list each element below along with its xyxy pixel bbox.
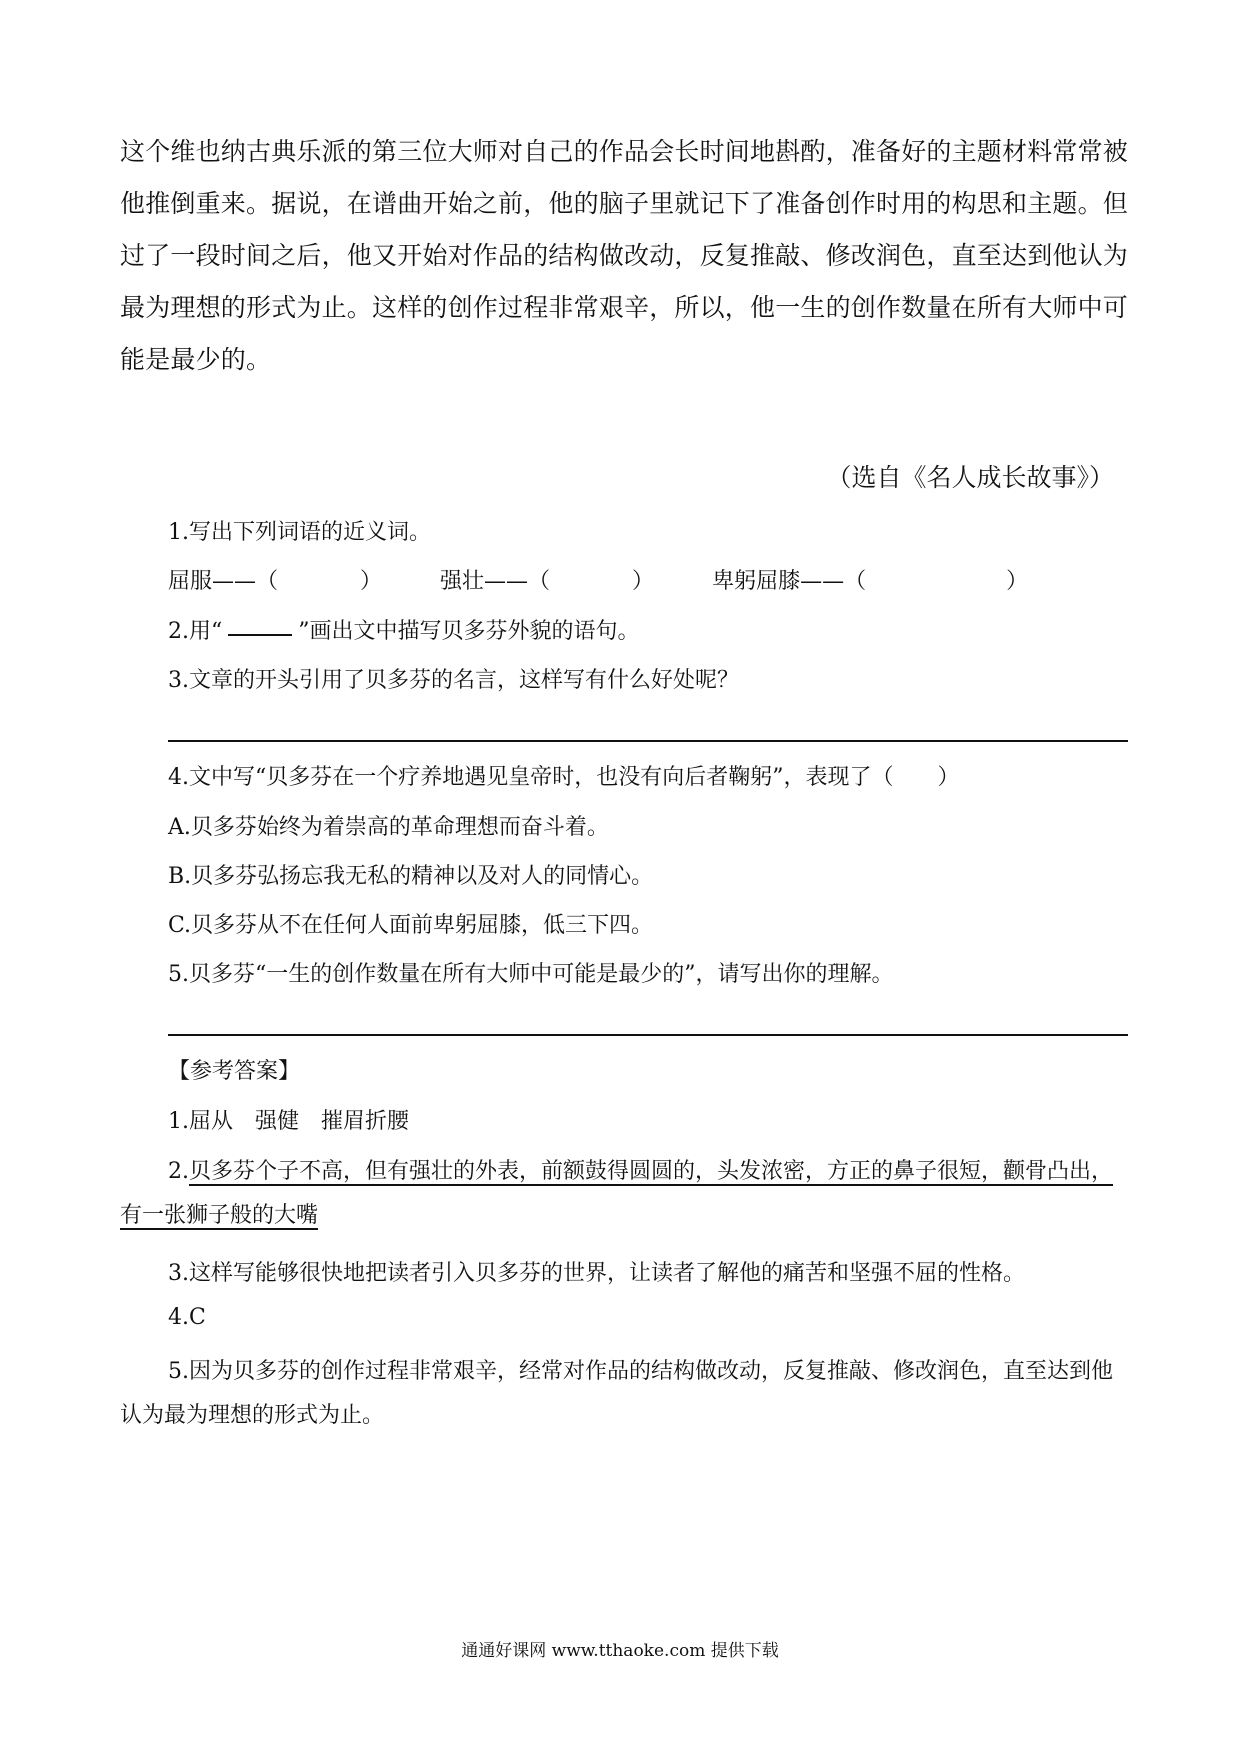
answers-heading: 【参考答案】 bbox=[168, 1059, 301, 1084]
option-b: B.贝多芬弘扬忘我无私的精神以及对人的同情心。 bbox=[168, 864, 654, 889]
answer-1: 1.屈从 强健 摧眉折腰 bbox=[168, 1109, 409, 1134]
passage-source: （选自《名人成长故事》） bbox=[826, 463, 1114, 492]
question-1: 1.写出下列词语的近义词。 bbox=[168, 520, 431, 545]
question-2 bbox=[168, 614, 640, 645]
answer-line-q5[interactable] bbox=[168, 1034, 1128, 1036]
synonym-item-3-open: 卑躬屈膝——（ bbox=[712, 569, 867, 594]
synonym-item-2-open: 强壮——（ bbox=[440, 569, 551, 594]
answer-line-q3[interactable] bbox=[168, 740, 1128, 742]
question-3: 3.文章的开头引用了贝多芬的名言，这样写有什么好处呢？ bbox=[168, 668, 739, 693]
question-2-suffix: ”画出文中描写贝多芬外貌的语句。 bbox=[298, 619, 640, 644]
option-a: A.贝多芬始终为着崇高的革命理想而奋斗着。 bbox=[168, 815, 609, 840]
answer-5: 5.因为贝多芬的创作过程非常艰辛，经常对作品的结构做改动，反复推敲、修改润色，直至达到他认为最为理想的形式为止。 bbox=[120, 1359, 1113, 1428]
passage bbox=[120, 126, 1130, 386]
question-5: 5.贝多芬“一生的创作数量在所有大师中可能是最少的”，请写出你的理解。 bbox=[168, 962, 894, 987]
question-4: 4.文中写“贝多芬在一个疗养地遇见皇帝时，也没有向后者鞠躬”，表现了（ ） bbox=[168, 765, 960, 790]
synonym-item-1-close: ） bbox=[360, 569, 383, 594]
synonym-item-3-close: ） bbox=[1006, 569, 1029, 594]
option-c: C.贝多芬从不在任何人面前卑躬屈膝，低三下四。 bbox=[168, 913, 654, 938]
question-2-prefix: 2.用“ bbox=[168, 619, 223, 644]
answer-3: 3.这样写能够很快地把读者引入贝多芬的世界，让读者了解他的痛苦和坚强不屈的性格。 bbox=[168, 1261, 1025, 1286]
passage-paragraph: 这个维也纳古典乐派的第三位大师对自己的作品会长时间地斟酌，准备好的主题材料常常被他推倒重来。据说，在谱曲开始之前，他的脑子里就记下了准备创作时用的构思和主题。但过了一段时间之后，他又开始对作品的结构做改动，反复推敲、修改润色，直至达到他认为最为理想的形式为止。这样的创作过程非常艰辛，所以，他一生的创作数量在所有大师中可能是最少的。 bbox=[120, 137, 1129, 374]
answer-2-text: 贝多芬个子不高，但有强壮的外表，前额鼓得圆圆的，头发浓密，方正的鼻子很短，颧骨凸出，有一张狮子般的大嘴 bbox=[120, 1159, 1114, 1228]
synonym-row bbox=[168, 564, 1028, 595]
underline-sample bbox=[228, 634, 292, 636]
synonym-item-1-open: 屈服——（ bbox=[168, 569, 279, 594]
answer-2-number: 2. bbox=[168, 1159, 189, 1184]
footer-text: 通通好课网 www.tthaoke.com 提供下载 bbox=[461, 1641, 779, 1661]
answer-2 bbox=[120, 1150, 1130, 1238]
synonym-item-2-close: ） bbox=[632, 569, 655, 594]
answer-4: 4.C bbox=[168, 1305, 206, 1330]
